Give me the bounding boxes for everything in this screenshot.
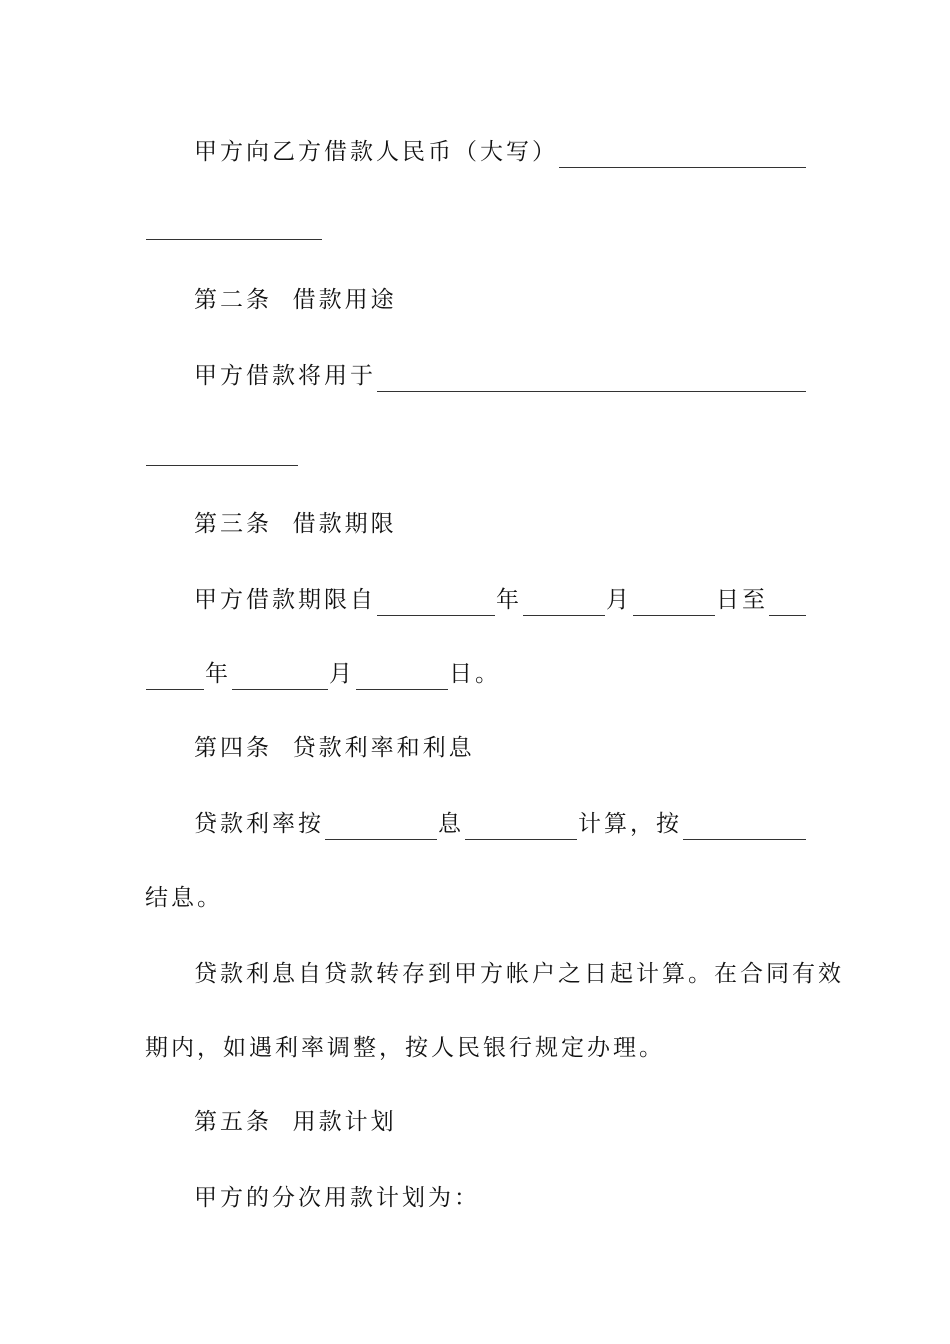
interest-calc-label: 计算，按: [578, 811, 682, 837]
article-4-heading: [145, 732, 807, 764]
end-month-blank: [232, 663, 328, 690]
interest-start-text-1: 贷款利息自贷款转存到甲方帐户之日起计算。在合同有效: [194, 961, 844, 987]
interest-rate-line: [145, 808, 807, 840]
end-day-blank: [356, 663, 448, 690]
loan-amount-line: [145, 136, 807, 168]
start-day-label: 日至: [716, 587, 768, 613]
interest-settle-line: [145, 882, 807, 914]
start-day-blank: [633, 589, 715, 616]
article-5-heading: [145, 1106, 807, 1138]
usage-plan-line: [145, 1182, 807, 1214]
start-month-label: 月: [606, 587, 632, 613]
loan-amount-blank: [559, 141, 806, 168]
interest-label: 息: [438, 811, 464, 837]
loan-term-line: [145, 584, 807, 616]
loan-purpose-blank: [377, 365, 806, 392]
article-3-heading-text: 第三条 借款期限: [194, 511, 397, 537]
loan-amount-blank-cont: [146, 213, 322, 240]
interest-start-text-2: 期内，如遇利率调整，按人民银行规定办理。: [145, 1035, 665, 1061]
interest-rate-prefix: 贷款利率按: [194, 811, 324, 837]
loan-amount-line-cont: [145, 208, 807, 240]
interest-start-line-1: [145, 958, 844, 990]
article-3-heading: [145, 508, 807, 540]
start-year-label: 年: [496, 587, 522, 613]
usage-plan-text: 甲方的分次用款计划为：: [194, 1185, 480, 1211]
interest-calc-blank: [465, 813, 577, 840]
loan-term-prefix: 甲方借款期限自: [194, 587, 376, 613]
loan-purpose-label: 甲方借款将用于: [194, 363, 376, 389]
interest-start-line-2: [145, 1032, 807, 1064]
end-year-blank-start: [769, 589, 806, 616]
loan-amount-label: 甲方向乙方借款人民币（大写）: [194, 139, 558, 165]
start-month-blank: [523, 589, 605, 616]
loan-purpose-blank-cont: [146, 439, 298, 466]
interest-settle-label: 结息。: [145, 885, 223, 911]
article-4-heading-text: 第四条 贷款利率和利息: [194, 735, 475, 761]
interest-settle-blank: [683, 813, 806, 840]
article-2-heading: [145, 284, 807, 316]
start-year-blank: [377, 589, 495, 616]
end-year-blank: [146, 663, 204, 690]
interest-rate-blank: [325, 813, 437, 840]
article-5-heading-text: 第五条 用款计划: [194, 1109, 397, 1135]
article-2-heading-text: 第二条 借款用途: [194, 287, 397, 313]
end-day-label: 日。: [449, 661, 501, 687]
end-year-label: 年: [205, 661, 231, 687]
end-month-label: 月: [329, 661, 355, 687]
loan-purpose-line: [145, 360, 807, 392]
loan-purpose-line-cont: [145, 434, 807, 466]
loan-term-line-cont: [145, 658, 807, 690]
